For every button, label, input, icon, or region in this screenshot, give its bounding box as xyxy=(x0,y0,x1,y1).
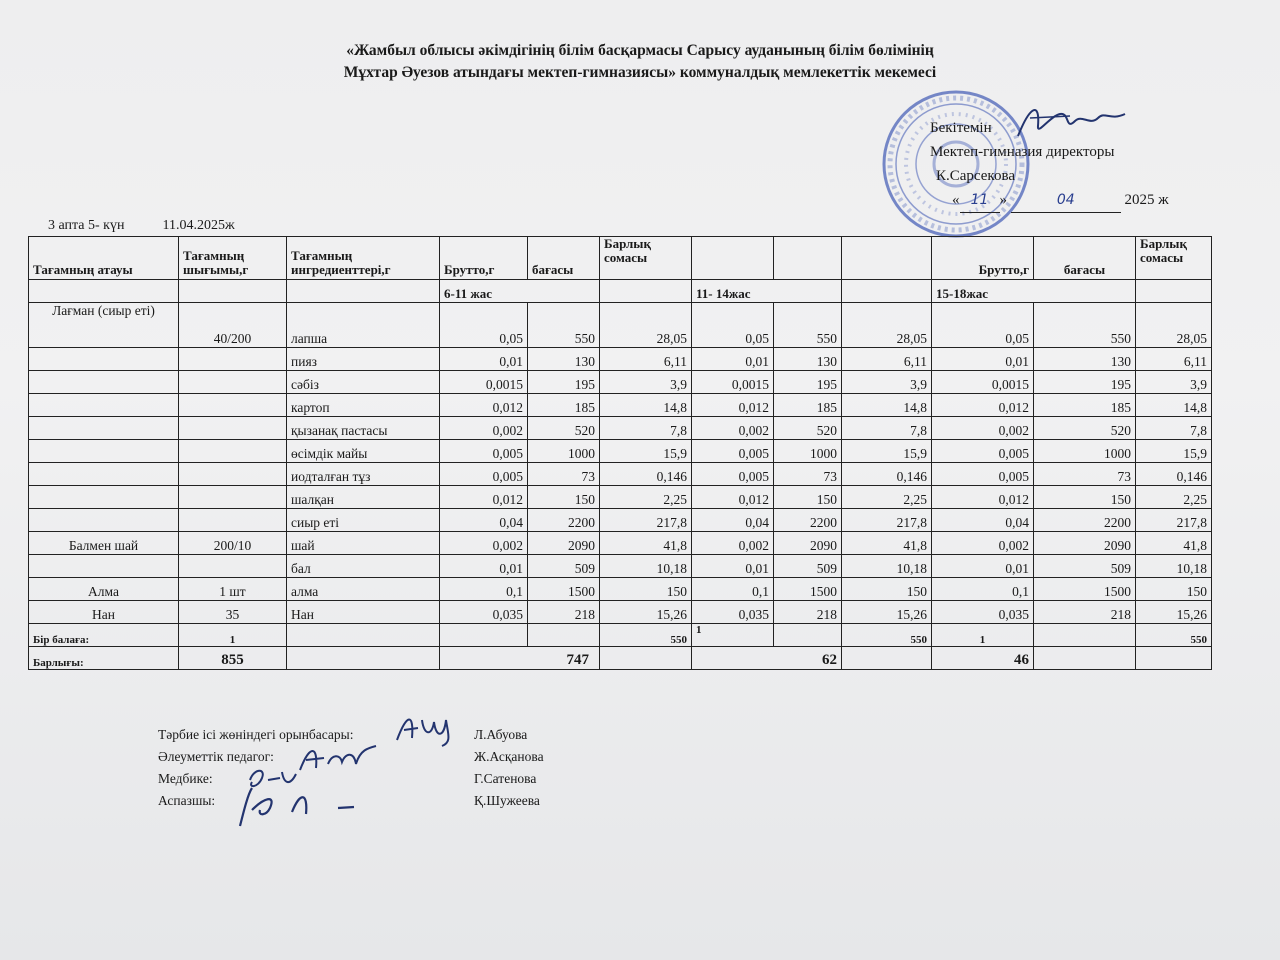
sum-3: 15,9 xyxy=(1136,440,1212,463)
per-child-sum-1: 550 xyxy=(600,624,692,647)
brutto-3: 0,002 xyxy=(932,532,1034,555)
brutto-1: 0,0015 xyxy=(440,371,528,394)
sum-2: 2,25 xyxy=(842,486,932,509)
ingredient-name: Нан xyxy=(287,601,440,624)
price-3: 509 xyxy=(1034,555,1136,578)
price-3: 195 xyxy=(1034,371,1136,394)
sum-3: 28,05 xyxy=(1136,303,1212,348)
header-price-3: бағасы xyxy=(1034,237,1136,280)
price-1: 73 xyxy=(528,463,600,486)
ingredient-name: сиыр еті xyxy=(287,509,440,532)
sum-1: 6,11 xyxy=(600,348,692,371)
header-dish: Тағамның атауы xyxy=(29,237,179,280)
sum-2: 0,146 xyxy=(842,463,932,486)
header-line-2: Мұхтар Әуезов атындағы мектеп-гимназиясы» коммуналдық мемлекеттік мекемесі xyxy=(343,64,937,81)
dish-yield: 200/10 xyxy=(179,532,287,555)
menu-table xyxy=(28,236,1212,670)
price-2: 130 xyxy=(774,348,842,371)
signature-row xyxy=(158,790,578,812)
sum-1: 2,25 xyxy=(600,486,692,509)
ingredient-name: бал xyxy=(287,555,440,578)
totals-row xyxy=(29,647,1212,670)
price-2: 1000 xyxy=(774,440,842,463)
sum-2: 15,26 xyxy=(842,601,932,624)
price-3: 1500 xyxy=(1034,578,1136,601)
sum-1: 10,18 xyxy=(600,555,692,578)
brutto-3: 0,012 xyxy=(932,486,1034,509)
brutto-3: 0,005 xyxy=(932,440,1034,463)
sum-3: 2,25 xyxy=(1136,486,1212,509)
signature-role: Әлеуметтік педагог: xyxy=(158,749,274,764)
price-2: 185 xyxy=(774,394,842,417)
brutto-2: 0,0015 xyxy=(692,371,774,394)
table-row xyxy=(29,417,1212,440)
brutto-3: 0,005 xyxy=(932,463,1034,486)
dish-name: Балмен шай xyxy=(29,532,179,555)
dish-yield: 40/200 xyxy=(179,303,287,348)
price-2: 1500 xyxy=(774,578,842,601)
age-group-row xyxy=(29,280,1212,303)
ingredient-name: иодталған тұз xyxy=(287,463,440,486)
approval-day: 11 xyxy=(960,188,1000,213)
sum-1: 41,8 xyxy=(600,532,692,555)
per-child-brutto-2: 1 xyxy=(692,624,774,647)
brutto-1: 0,005 xyxy=(440,440,528,463)
brutto-1: 0,002 xyxy=(440,417,528,440)
sum-1: 15,26 xyxy=(600,601,692,624)
brutto-2: 0,05 xyxy=(692,303,774,348)
sum-3: 14,8 xyxy=(1136,394,1212,417)
totals-brutto-1: 747 xyxy=(440,647,600,670)
per-child-sum-3: 550 xyxy=(1136,624,1212,647)
table-header-row xyxy=(29,237,1212,280)
price-3: 130 xyxy=(1034,348,1136,371)
brutto-3: 0,01 xyxy=(932,348,1034,371)
header-brutto-3: Брутто,г xyxy=(932,237,1034,280)
signature-name: Қ.Шужеева xyxy=(474,793,540,808)
price-2: 2200 xyxy=(774,509,842,532)
header-yield: Тағамның шығымы,г xyxy=(179,237,287,280)
brutto-1: 0,012 xyxy=(440,486,528,509)
date-line xyxy=(48,218,273,234)
price-1: 150 xyxy=(528,486,600,509)
signature-scribble-icon xyxy=(230,780,360,830)
dish-name xyxy=(29,509,179,532)
brutto-2: 0,01 xyxy=(692,348,774,371)
brutto-2: 0,002 xyxy=(692,532,774,555)
dish-yield xyxy=(179,440,287,463)
brutto-2: 0,1 xyxy=(692,578,774,601)
age-group-1: 6-11 жас xyxy=(440,280,600,303)
price-1: 218 xyxy=(528,601,600,624)
brutto-3: 0,04 xyxy=(932,509,1034,532)
dish-name xyxy=(29,463,179,486)
sum-1: 150 xyxy=(600,578,692,601)
brutto-1: 0,002 xyxy=(440,532,528,555)
header-total: Барлық сомасы xyxy=(600,237,692,280)
brutto-1: 0,035 xyxy=(440,601,528,624)
header-ingredients: Тағамның ингредиенттері,г xyxy=(287,237,440,280)
dish-yield xyxy=(179,486,287,509)
totals-brutto-3: 46 xyxy=(932,647,1034,670)
approval-position: Мектеп-гимназия директоры xyxy=(930,144,1115,160)
table-row xyxy=(29,578,1212,601)
menu-date: 11.04.2025ж xyxy=(162,218,235,233)
table-row xyxy=(29,303,1212,348)
per-child-brutto-3: 1 xyxy=(932,624,1034,647)
price-2: 550 xyxy=(774,303,842,348)
table-row xyxy=(29,486,1212,509)
signature-role: Аспазшы: xyxy=(158,793,216,808)
sum-2: 14,8 xyxy=(842,394,932,417)
age-group-2: 11- 14жас xyxy=(692,280,842,303)
sum-3: 0,146 xyxy=(1136,463,1212,486)
sum-1: 14,8 xyxy=(600,394,692,417)
dish-yield xyxy=(179,417,287,440)
sum-3: 6,11 xyxy=(1136,348,1212,371)
table-row xyxy=(29,509,1212,532)
price-3: 1000 xyxy=(1034,440,1136,463)
brutto-2: 0,002 xyxy=(692,417,774,440)
week-day: 3 апта 5- күн xyxy=(48,218,125,233)
sum-2: 28,05 xyxy=(842,303,932,348)
ingredient-name: сәбіз xyxy=(287,371,440,394)
dish-name xyxy=(29,348,179,371)
price-2: 218 xyxy=(774,601,842,624)
price-1: 130 xyxy=(528,348,600,371)
brutto-1: 0,01 xyxy=(440,348,528,371)
dish-yield xyxy=(179,555,287,578)
signature-scribble-icon xyxy=(392,708,472,748)
brutto-2: 0,012 xyxy=(692,394,774,417)
price-3: 185 xyxy=(1034,394,1136,417)
signature-role: Медбике: xyxy=(158,771,213,786)
sum-2: 15,9 xyxy=(842,440,932,463)
price-1: 1000 xyxy=(528,440,600,463)
sum-2: 6,11 xyxy=(842,348,932,371)
brutto-1: 0,012 xyxy=(440,394,528,417)
header-line-1: «Жамбыл облысы әкімдігінің білім басқармасы Сарысу ауданының білім бөлімінің xyxy=(346,42,934,59)
dish-name: Нан xyxy=(29,601,179,624)
signature-name: Г.Сатенова xyxy=(474,771,537,786)
price-2: 73 xyxy=(774,463,842,486)
per-child-sum-2: 550 xyxy=(842,624,932,647)
price-3: 2090 xyxy=(1034,532,1136,555)
brutto-1: 0,04 xyxy=(440,509,528,532)
sum-1: 28,05 xyxy=(600,303,692,348)
price-1: 520 xyxy=(528,417,600,440)
brutto-2: 0,005 xyxy=(692,463,774,486)
ingredient-name: қызанақ пастасы xyxy=(287,417,440,440)
sum-2: 3,9 xyxy=(842,371,932,394)
dish-name: Лағман (сиыр еті) xyxy=(29,303,179,348)
sum-3: 217,8 xyxy=(1136,509,1212,532)
table-row xyxy=(29,463,1212,486)
brutto-1: 0,05 xyxy=(440,303,528,348)
price-3: 2200 xyxy=(1034,509,1136,532)
director-signature-icon xyxy=(1010,96,1130,146)
table-row xyxy=(29,348,1212,371)
brutto-3: 0,01 xyxy=(932,555,1034,578)
table-row xyxy=(29,371,1212,394)
brutto-2: 0,005 xyxy=(692,440,774,463)
ingredient-name: лапша xyxy=(287,303,440,348)
sum-3: 3,9 xyxy=(1136,371,1212,394)
header-total-3: Барлық сомасы xyxy=(1136,237,1212,280)
brutto-1: 0,005 xyxy=(440,463,528,486)
table-row xyxy=(29,440,1212,463)
dish-name: Алма xyxy=(29,578,179,601)
per-child-label: Бір балаға: xyxy=(29,624,179,647)
approval-director: К.Сарсекова xyxy=(936,168,1015,184)
dish-name xyxy=(29,371,179,394)
brutto-3: 0,1 xyxy=(932,578,1034,601)
approval-date: « 11 » 04 2025 ж xyxy=(930,188,1150,213)
dish-yield xyxy=(179,463,287,486)
ingredient-name: алма xyxy=(287,578,440,601)
dish-name xyxy=(29,417,179,440)
dish-yield xyxy=(179,371,287,394)
dish-yield xyxy=(179,394,287,417)
sum-2: 217,8 xyxy=(842,509,932,532)
ingredient-name: шай xyxy=(287,532,440,555)
sum-3: 15,26 xyxy=(1136,601,1212,624)
price-1: 185 xyxy=(528,394,600,417)
dish-name xyxy=(29,555,179,578)
dish-yield: 35 xyxy=(179,601,287,624)
sum-2: 41,8 xyxy=(842,532,932,555)
totals-label: Барлығы: xyxy=(29,647,179,670)
price-3: 550 xyxy=(1034,303,1136,348)
price-2: 195 xyxy=(774,371,842,394)
brutto-2: 0,04 xyxy=(692,509,774,532)
price-1: 2090 xyxy=(528,532,600,555)
ingredient-name: өсімдік майы xyxy=(287,440,440,463)
dish-yield: 1 шт xyxy=(179,578,287,601)
brutto-1: 0,1 xyxy=(440,578,528,601)
brutto-3: 0,012 xyxy=(932,394,1034,417)
brutto-3: 0,002 xyxy=(932,417,1034,440)
dish-name xyxy=(29,486,179,509)
price-1: 2200 xyxy=(528,509,600,532)
totals-brutto-2: 62 xyxy=(692,647,842,670)
brutto-2: 0,01 xyxy=(692,555,774,578)
price-2: 509 xyxy=(774,555,842,578)
brutto-2: 0,035 xyxy=(692,601,774,624)
brutto-3: 0,0015 xyxy=(932,371,1034,394)
sum-1: 15,9 xyxy=(600,440,692,463)
price-1: 509 xyxy=(528,555,600,578)
approval-year: 2025 ж xyxy=(1124,192,1169,208)
dish-yield xyxy=(179,348,287,371)
price-2: 520 xyxy=(774,417,842,440)
table-row xyxy=(29,555,1212,578)
table-row xyxy=(29,394,1212,417)
table-row xyxy=(29,532,1212,555)
price-3: 218 xyxy=(1034,601,1136,624)
sum-1: 0,146 xyxy=(600,463,692,486)
dish-yield xyxy=(179,509,287,532)
brutto-1: 0,01 xyxy=(440,555,528,578)
per-child-row xyxy=(29,624,1212,647)
price-2: 2090 xyxy=(774,532,842,555)
sum-2: 150 xyxy=(842,578,932,601)
ingredient-name: пияз xyxy=(287,348,440,371)
approval-month: 04 xyxy=(1011,188,1121,213)
ingredient-name: шалқан xyxy=(287,486,440,509)
header-price: бағасы xyxy=(528,237,600,280)
signature-role: Тәрбие ісі жөніндегі орынбасары: xyxy=(158,727,354,742)
price-3: 520 xyxy=(1034,417,1136,440)
dish-name xyxy=(29,440,179,463)
brutto-2: 0,012 xyxy=(692,486,774,509)
sum-1: 7,8 xyxy=(600,417,692,440)
sum-3: 7,8 xyxy=(1136,417,1212,440)
sum-3: 150 xyxy=(1136,578,1212,601)
table-row xyxy=(29,601,1212,624)
age-group-3: 15-18жас xyxy=(932,280,1136,303)
price-1: 1500 xyxy=(528,578,600,601)
menu-rows xyxy=(29,303,1212,624)
brutto-3: 0,035 xyxy=(932,601,1034,624)
sum-2: 10,18 xyxy=(842,555,932,578)
dish-name xyxy=(29,394,179,417)
header-brutto: Брутто,г xyxy=(440,237,528,280)
signature-scribble-icon xyxy=(296,740,380,776)
signature-name: Ж.Асқанова xyxy=(474,749,544,764)
price-1: 195 xyxy=(528,371,600,394)
per-child-yield: 1 xyxy=(179,624,287,647)
sum-2: 7,8 xyxy=(842,417,932,440)
approval-title: Бекітемін xyxy=(930,120,992,136)
totals-yield: 855 xyxy=(179,647,287,670)
sum-1: 3,9 xyxy=(600,371,692,394)
price-3: 73 xyxy=(1034,463,1136,486)
sum-3: 41,8 xyxy=(1136,532,1212,555)
signature-name: Л.Абуова xyxy=(474,727,528,742)
price-2: 150 xyxy=(774,486,842,509)
brutto-3: 0,05 xyxy=(932,303,1034,348)
price-1: 550 xyxy=(528,303,600,348)
sum-1: 217,8 xyxy=(600,509,692,532)
price-3: 150 xyxy=(1034,486,1136,509)
ingredient-name: картоп xyxy=(287,394,440,417)
sum-3: 10,18 xyxy=(1136,555,1212,578)
